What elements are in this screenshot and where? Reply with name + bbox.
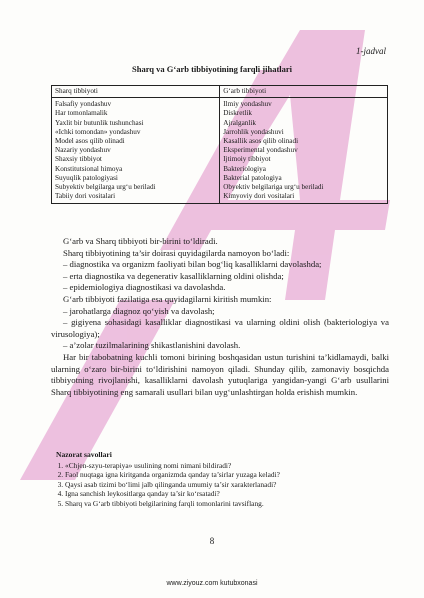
table-row bbox=[52, 192, 388, 204]
question-item: 5. Sharq va G‘arb tibbiyoti belgilarining farqli tomonlarini tavsiflang. bbox=[65, 499, 389, 509]
cell-east: Shaxsiy tibbiyot bbox=[52, 155, 220, 164]
cell-west: Kimyoviy dori vositalari bbox=[220, 192, 388, 204]
list-item: – epidemiologiya diagnostikasi va davolashda. bbox=[63, 282, 226, 293]
table-row bbox=[52, 98, 388, 110]
cell-west: Ijtimoiy tibbiyot bbox=[220, 155, 388, 164]
table-row bbox=[52, 109, 388, 118]
table-row bbox=[52, 174, 388, 183]
paragraph: G‘arb va Sharq tibbiyoti bir-birini to‘ldiradi. bbox=[63, 236, 218, 246]
list-item: – a’zolar tuzilmalarining shikastlanishini davolash. bbox=[63, 340, 241, 351]
cell-west: Bakterial patologiya bbox=[220, 174, 388, 183]
comparison-table bbox=[51, 85, 388, 204]
cell-west: Ilmiy yondashuv bbox=[220, 98, 388, 110]
question-item: 4. Igna sanchish leykositlarga qanday ta’sir ko‘rsatadi? bbox=[65, 489, 389, 499]
table-row bbox=[52, 137, 388, 146]
cell-west: Kasallik asos qilib olinadi bbox=[220, 137, 388, 146]
cell-east: Nazariy yondashuv bbox=[52, 146, 220, 155]
page-number: 8 bbox=[209, 536, 215, 546]
body-text bbox=[51, 236, 389, 398]
questions-heading: Nazorat savollari bbox=[56, 450, 112, 459]
table-row bbox=[52, 155, 388, 164]
table-header-row bbox=[52, 86, 388, 98]
paragraph: G‘arb tibbiyoti fazilatiga esa quyidagilarni kiritish mumkin: bbox=[63, 293, 272, 304]
table-row bbox=[52, 119, 388, 128]
paragraph: Sharq tibbiyotining ta’sir doirasi quyidagilarda namoyon bo‘ladi: bbox=[63, 247, 290, 258]
question-item: 2. Faol nuqtaga igna kiritganda organizmda qanday ta’sirlar yuzaga keladi? bbox=[65, 470, 389, 480]
cell-east: Har tomonlamalik bbox=[52, 109, 220, 118]
cell-east: Konstitutsional himoya bbox=[52, 165, 220, 174]
cell-west: Eksperimental yondashuv bbox=[220, 146, 388, 155]
cell-west: Jarrohlik yondashuvi bbox=[220, 128, 388, 137]
table-row bbox=[52, 146, 388, 155]
list-item: – diagnostika va organizm faoliyati bilan bog‘liq kasalliklarni davolashda; bbox=[63, 259, 322, 270]
cell-east: Subyektiv belgilarga urg‘u beriladi bbox=[52, 183, 220, 192]
table-row bbox=[52, 165, 388, 174]
cell-west: Obyektiv belgilariga urg‘u beriladi bbox=[220, 183, 388, 192]
cell-east: Falsafiy yondashuv bbox=[52, 98, 220, 110]
cell-east: Model asos qilib olinadi bbox=[52, 137, 220, 146]
table-row bbox=[52, 183, 388, 192]
list-item: – erta diagnostika va degenerativ kasalliklarning oldini olishda; bbox=[63, 270, 284, 281]
cell-west: Bakteriologiya bbox=[220, 165, 388, 174]
header-western-medicine: G‘arb tibbiyoti bbox=[220, 86, 388, 98]
cell-east: Suyuqlik patologiyasi bbox=[52, 174, 220, 183]
cell-east: «Ichki tomondan» yondashuv bbox=[52, 128, 220, 137]
cell-east: Tabiiy dori vositalari bbox=[52, 192, 220, 204]
cell-east: Yaxlit bir butunlik tushunchasi bbox=[52, 119, 220, 128]
list-item: – gigiyena sohasidagi kasalliklar diagnostikasi va ularning oldini olish (bakteriologiya va virusologiya); bbox=[51, 317, 389, 339]
header-eastern-medicine: Sharq tibbiyoti bbox=[52, 86, 220, 98]
footer-url: www.ziyouz.com kutubxonasi bbox=[166, 580, 258, 587]
questions-list bbox=[51, 461, 389, 509]
review-questions bbox=[51, 450, 389, 509]
cell-west: Ajralganlik bbox=[220, 119, 388, 128]
question-item: 3. Qaysi asab tizimi bo‘limi jalb qilinganda umumiy ta’sir xarakterlanadi? bbox=[65, 480, 389, 490]
list-item: – jarohatlarga diagnoz qo‘yish va davolash; bbox=[63, 305, 215, 316]
question-item: 1. «Chjen-szyu-terapiya» usulining nomi nimani bildiradi? bbox=[65, 461, 389, 471]
paragraph: Har bir tabobatning kuchli tomoni birining boshqasidan ustun turishini ta’kidlamaydi, balki ularning o‘zaro bir-birini to‘ldirishini namoyon qiladi. Shunday qilib, zamonaviy bosqichda tibbiyotning rivojlanishi, kasalliklarni davolash yutuqlariga yangidan-yangi G‘arb usullarini Sharq tibbiyotining eng samarali usullari bilan uyg‘unlashtirgan holda erishish mumkin. bbox=[51, 351, 389, 397]
table-row bbox=[52, 128, 388, 137]
cell-west: Diskretlik bbox=[220, 109, 388, 118]
table-title: Sharq va G‘arb tibbiyotining farqli jihatlari bbox=[131, 64, 293, 74]
table-number-label: 1-jadval bbox=[356, 46, 386, 56]
